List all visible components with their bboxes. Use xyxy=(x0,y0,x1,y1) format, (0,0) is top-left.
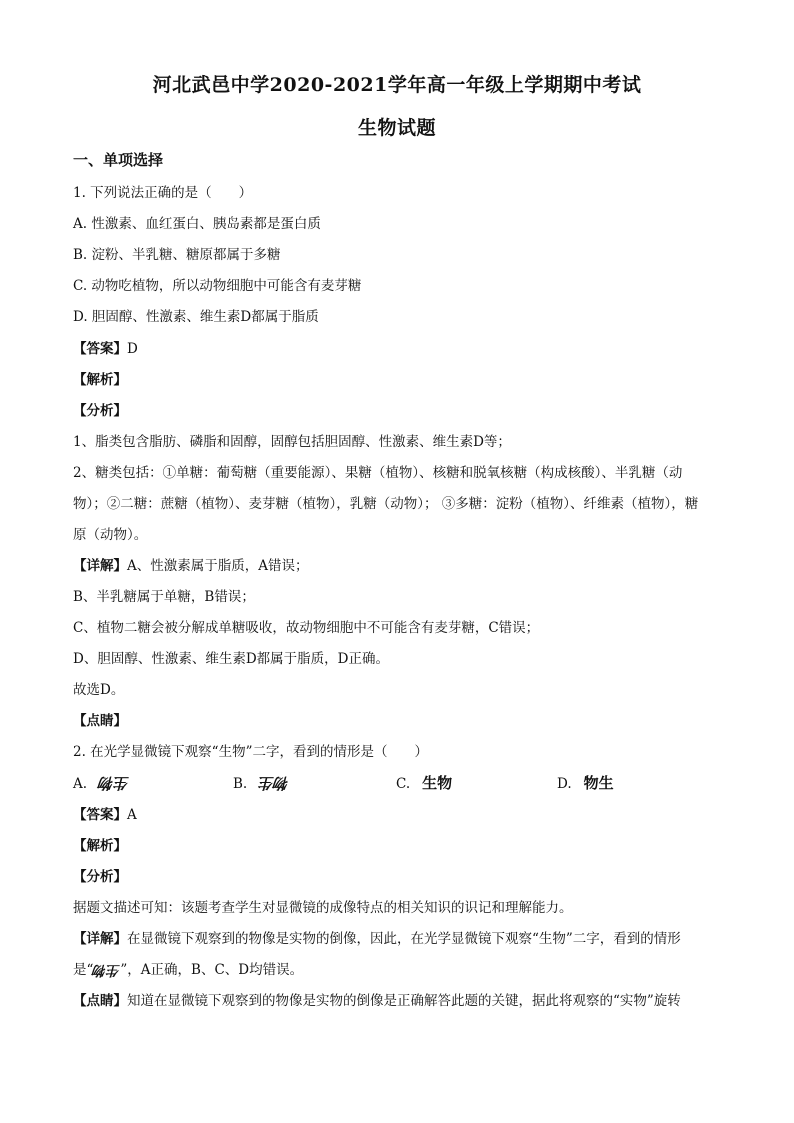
q2-detail-line: 【详解】在显微镜下观察到的物像是实物的倒像，因此，在光学显微镜下观察“生物”二字，看到的情形 xyxy=(73,931,681,947)
section-heading: 一、单项选择 xyxy=(73,151,164,169)
q2-option-a: A. 生物 xyxy=(73,774,130,792)
q2-option-d-glyph: 物生 xyxy=(583,774,614,792)
q1-fenxi-line: 原（动物）。 xyxy=(73,527,148,543)
q2-detail-line: 是“生物”，A正确，B、C、D均错误。 xyxy=(73,962,304,978)
q2-dianjing-line: 【点睛】知道在显微镜下观察到的物像是实物的倒像是正确解答此题的关键，据此将观察的“实物”旋转 xyxy=(73,993,681,1009)
q1-answer xyxy=(73,339,733,359)
q1-detail-line: 【详解】A、性激素属于脂质，A错误； xyxy=(73,558,309,574)
q2-fenxi-text: 据题文描述可知：该题考查学生对显微镜的成像特点的相关知识的识记和理解能力。 xyxy=(73,900,573,916)
q1-option-a: A. 性激素、血红蛋白、胰岛素都是蛋白质 xyxy=(73,216,321,232)
answer-tag: 【答案】 xyxy=(73,807,127,823)
q1-fenxi-tag: 【分析】 xyxy=(73,403,127,419)
dianjing-tag: 【点睛】 xyxy=(73,993,127,1009)
q1-analysis-tag: 【解析】 xyxy=(73,372,127,388)
q2-answer xyxy=(73,805,733,825)
q2-option-d: D. 物生 xyxy=(557,774,614,792)
answer-tag: 【答案】 xyxy=(73,341,127,357)
answer-value: D xyxy=(127,341,138,357)
q1-fenxi-line: 2、糖类包括：①单糖：葡萄糖（重要能源）、果糖（植物）、核糖和脱氧核糖（构成核酸）、半乳糖（动 xyxy=(73,465,683,481)
page-title: 河北武邑中学2020-2021学年高一年级上学期期中考试 xyxy=(152,74,642,96)
q1-detail-line: B、半乳糖属于单糖，B错误； xyxy=(73,589,255,605)
detail-tag: 【详解】 xyxy=(73,931,127,947)
q2-option-b: B. 物生 xyxy=(233,774,290,792)
answer-value: A xyxy=(127,807,137,823)
q2-option-a-glyph: 生物 xyxy=(99,774,130,792)
q1-dianjing-tag: 【点睛】 xyxy=(73,713,127,729)
q1-option-b: B. 淀粉、半乳糖、糖原都属于多糖 xyxy=(73,247,281,263)
detail-tag: 【详解】 xyxy=(73,558,127,574)
q1-detail-line: 故选D。 xyxy=(73,682,125,698)
q2-option-b-glyph: 物生 xyxy=(259,774,290,792)
q1-fenxi-line: 物）；②二糖：蔗糖（植物）、麦芽糖（植物），乳糖（动物）； ③多糖：淀粉（植物）、纤维素（植物），糖 xyxy=(73,496,699,512)
q2-stem: 2. 在光学显微镜下观察“生物”二字，看到的情形是（ ） xyxy=(73,744,428,760)
q1-option-c: C. 动物吃植物，所以动物细胞中可能含有麦芽糖 xyxy=(73,278,362,294)
q2-option-c: C. 生物 xyxy=(396,774,453,792)
rotated-glyph: 生物 xyxy=(93,962,121,978)
q1-detail-line: D、胆固醇、性激素、维生素D都属于脂质，D正确。 xyxy=(73,651,389,667)
q1-stem: 1. 下列说法正确的是（ ） xyxy=(73,185,253,201)
q1-detail-line: C、植物二糖会被分解成单糖吸收，故动物细胞中不可能含有麦芽糖，C错误； xyxy=(73,620,540,636)
page-subtitle: 生物试题 xyxy=(357,117,436,139)
q1-option-d: D. 胆固醇、性激素、维生素D都属于脂质 xyxy=(73,309,319,325)
q2-fenxi-tag: 【分析】 xyxy=(73,869,127,885)
q1-fenxi-line: 1、脂类包含脂肪、磷脂和固醇，固醇包括胆固醇、性激素、维生素D等； xyxy=(73,434,511,450)
q2-analysis-tag: 【解析】 xyxy=(73,838,127,854)
q2-option-c-glyph: 生物 xyxy=(422,774,453,792)
